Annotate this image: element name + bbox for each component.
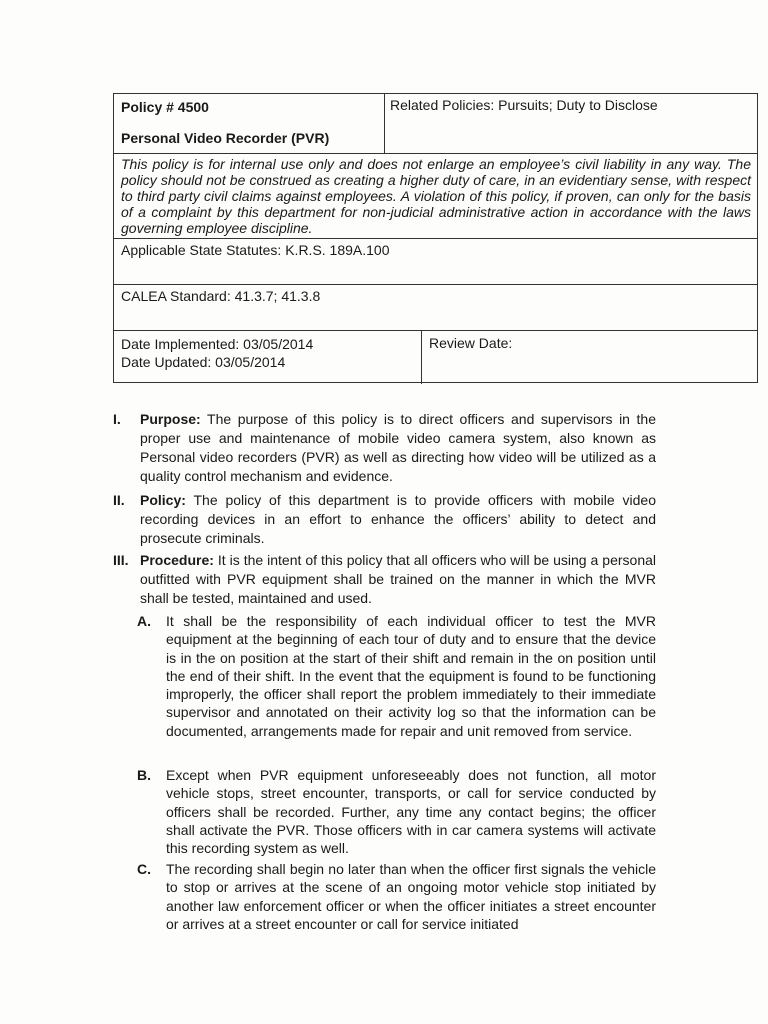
- calea-standard: CALEA Standard: 41.3.7; 41.3.8: [121, 288, 321, 304]
- state-statutes: Applicable State Statutes: K.R.S. 189A.100: [121, 242, 390, 258]
- section-body: [140, 551, 656, 608]
- section-numeral: III.: [113, 552, 129, 568]
- disclaimer-row: [114, 154, 757, 239]
- section-label: Procedure:: [140, 552, 214, 568]
- related-policies: Related Policies: Pursuits; Duty to Disclose: [390, 97, 658, 113]
- subsection-letter: A.: [137, 613, 151, 629]
- section-numeral: II.: [113, 492, 125, 508]
- policy-header-table: [113, 93, 758, 383]
- section-text: It is the intent of this policy that all officers who will be using a personal outfitted with PVR equipment shall be trained on the manner in which the MVR shall be tested, maintained and used.: [140, 552, 656, 606]
- section-text: The purpose of this policy is to direct officers and supervisors in the proper use and maintenance of mobile video camera system, also known as Personal video recorders (PVR) as well as directing how video will be utilized as a quality control mechanism and evidence.: [140, 411, 656, 484]
- date-implemented: Date Implemented: 03/05/2014: [121, 336, 314, 352]
- date-updated: Date Updated: 03/05/2014: [121, 354, 286, 370]
- policy-title: Personal Video Recorder (PVR): [121, 130, 330, 146]
- subsection-text: It shall be the responsibility of each individual officer to test the MVR equipment at the beginning of each tour of duty and to ensure that the device is in the on position at the start of their shift and remain in the on position until the end of their shift. In the event that the equipment is found to be functioning improperly, the officer shall report the problem immediately to their immediate supervisor and annotated on their activity log so that the information can be documented, arrangements made for repair and unit removed from service.: [166, 613, 656, 739]
- subsection-letter: C.: [137, 861, 151, 877]
- section-text: The policy of this department is to provide officers with mobile video recording devices in an effort to enhance the officers’ ability to detect and prosecute criminals.: [140, 492, 656, 546]
- policy-id-cell: [114, 94, 385, 153]
- dates-row: [114, 331, 757, 384]
- dates-cell: [114, 331, 422, 384]
- calea-row: [114, 285, 757, 331]
- section-body: [140, 410, 656, 486]
- section-label: Policy:: [140, 492, 186, 508]
- policy-number: Policy # 4500: [121, 99, 209, 115]
- review-date: Review Date:: [429, 335, 513, 351]
- header-title-row: [114, 94, 757, 154]
- section-numeral: I.: [113, 411, 121, 427]
- subsection-text: Except when PVR equipment unforeseeably does not function, all motor vehicle stops, street encounter, transports, or call for service conducted by officers shall be recorded. Further, any time any contact begins; the officer shall activate the PVR. Those officers with in car camera systems will activate this recording system as well.: [166, 767, 656, 857]
- section-label: Purpose:: [140, 411, 201, 427]
- disclaimer-text: This policy is for internal use only and does not enlarge an employee’s civil liability in any way. The policy should not be construed as creating a higher duty of care, in an evidentiary sense, with respect to third party civil claims against employees. A violation of this policy, if proven, can only for the basis of a complaint by this department for non-judicial administrative action in accordance with the laws governing employee discipline.: [121, 156, 751, 236]
- section-body: [140, 491, 656, 548]
- subsection-letter: B.: [137, 767, 151, 783]
- statutes-row: [114, 239, 757, 285]
- subsection-text: The recording shall begin no later than when the officer first signals the vehicle to stop or arrives at the scene of an ongoing motor vehicle stop initiated by another law enforcement officer or when the officer initiates a street encounter or arrives at a street encounter or call for service initiated: [166, 861, 656, 932]
